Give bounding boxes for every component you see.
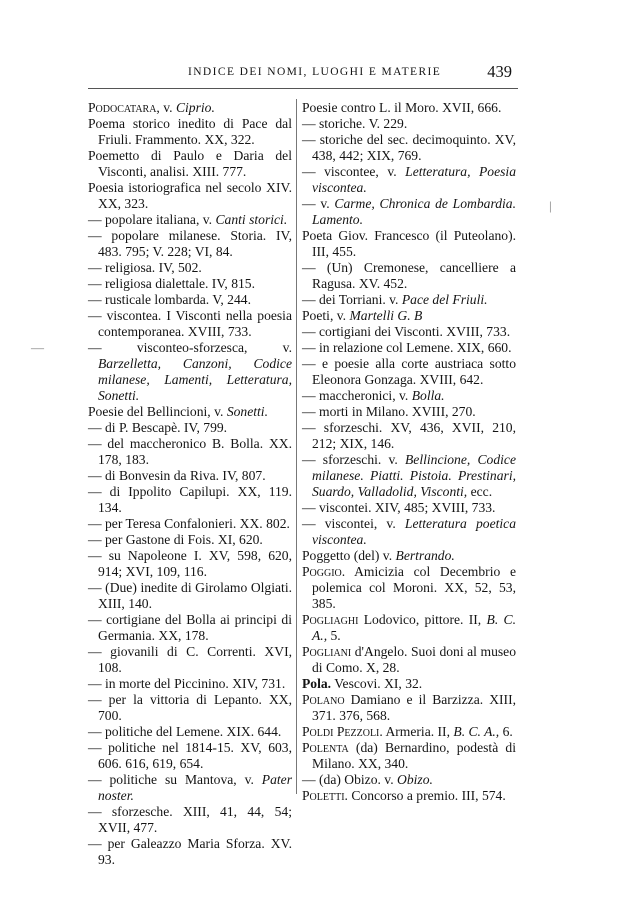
entry-text: — viscontea. I Visconti nella poesia contemporanea. XVIII, 733. (88, 308, 292, 339)
entry-ital: Ciprio. (175, 100, 215, 115)
entry-text: — cortigiani dei Visconti. XVIII, 733. (302, 324, 511, 339)
entry-ital: Letteratura, Poesia viscontea. (312, 164, 516, 195)
index-entry (88, 612, 292, 644)
entry-text: — del maccheronico B. Bolla. XX. 178, 183. (88, 436, 292, 467)
index-column-right (302, 100, 516, 804)
entry-text: — morti in Milano. XVIII, 270. (302, 404, 476, 419)
index-entry (302, 116, 516, 132)
column-divider (296, 99, 297, 794)
index-entry (302, 692, 516, 724)
entry-ital: Sonetti. (226, 404, 268, 419)
entry-text: — religiosa dialettale. IV, 815. (88, 276, 255, 291)
entry-text: d'Angelo. Suoi doni al museo di Como. X, 28. (312, 644, 516, 675)
index-entry (88, 548, 292, 580)
index-entry (302, 564, 516, 612)
entry-text: — di Ippolito Capilupi. XX, 119. 134. (88, 484, 292, 515)
entry-text: — popolare milanese. Storia. IV, 483. 795; V. 228; VI, 84. (88, 228, 292, 259)
index-entry (302, 228, 516, 260)
index-entry (88, 100, 292, 116)
index-entry (302, 788, 516, 804)
entry-ital: Carme, Chronica de Lombardia. Lamento. (312, 196, 517, 227)
index-entry (302, 356, 516, 388)
index-entry (88, 308, 292, 340)
entry-text: — politiche nel 1814-15. XV, 603, 606. 616, 619, 654. (88, 740, 292, 771)
entry-ital: Pace del Friuli. (401, 292, 488, 307)
index-entry (88, 532, 292, 548)
entry-text: Concorso a premio. III, 574. (347, 788, 506, 803)
entry-text: Damiano e il Barzizza. XIII, 371. 376, 568. (312, 692, 516, 723)
index-entry (88, 260, 292, 276)
index-entry (88, 740, 292, 772)
index-entry (302, 500, 516, 516)
entry-text: — viscontei, v. (302, 516, 405, 531)
entry-text: — sforzeschi. XV, 436, XVII, 210, 212; XIX, 146. (302, 420, 516, 451)
index-column-left (88, 100, 292, 868)
page-header (88, 62, 518, 86)
entry-ital: B. C. A., (312, 612, 516, 643)
entry-text: Lodovico, pittore. II, (358, 612, 487, 627)
margin-tick-mark: | (549, 198, 552, 213)
index-entry (88, 644, 292, 676)
entry-head: Pogliaghi (302, 612, 359, 627)
page-number: 439 (487, 62, 512, 81)
index-entry (88, 180, 292, 212)
entry-text: — cortigiane del Bolla ai principi di Germania. XX, 178. (88, 612, 292, 643)
index-entry (88, 420, 292, 436)
index-entry (88, 292, 292, 308)
entry-head: Poldi Pezzoli. (302, 724, 383, 739)
index-entry (302, 196, 516, 228)
index-entry (302, 676, 516, 692)
index-entry (88, 340, 292, 404)
index-entry (88, 772, 292, 804)
entry-text: — viscontee, v. (302, 164, 406, 179)
entry-text: — politiche su Mantova, v. (88, 772, 262, 787)
entry-text: — e poesie alla corte austriaca sotto Eleonora Gonzaga. XVIII, 642. (302, 356, 516, 387)
index-entry (88, 436, 292, 468)
entry-head: Poggio. (302, 564, 346, 579)
index-entry (302, 404, 516, 420)
entry-text: — maccheronici, v. (302, 388, 412, 403)
entry-ital: Barzelletta, Canzoni, Codice milanese, Lamenti, Letteratura, Sonetti. (98, 356, 292, 403)
index-entry (302, 772, 516, 788)
entry-text: — dei Torriani. v. (302, 292, 402, 307)
entry-tail: 6. (499, 724, 513, 739)
index-entry (302, 516, 516, 548)
entry-ital: Letteratura poetica viscontea. (312, 516, 516, 547)
index-entry (88, 804, 292, 836)
entry-text: — politiche del Lemene. XIX. 644. (88, 724, 282, 739)
index-entry (302, 740, 516, 772)
entry-text: Poeti, v. (302, 308, 350, 323)
index-entry (302, 260, 516, 292)
entry-text: — in relazione col Lemene. XIX, 660. (302, 340, 512, 355)
index-entry (302, 340, 516, 356)
index-entry (302, 420, 516, 452)
entry-text: — per Galeazzo Maria Sforza. XV. 93. (88, 836, 292, 867)
entry-text: — religiosa. IV, 502. (88, 260, 202, 275)
entry-text: — v. (302, 196, 335, 211)
index-entry (88, 516, 292, 532)
index-entry (302, 324, 516, 340)
entry-head: Pola. (302, 676, 332, 691)
entry-ital: Bolla. (411, 388, 445, 403)
entry-ital: Martelli G. B (349, 308, 423, 323)
entry-text: Armeria. II, (382, 724, 454, 739)
entry-text: — storiche. V. 229. (302, 116, 408, 131)
index-entry (302, 644, 516, 676)
entry-text: — di Bonvesin da Riva. IV, 807. (88, 468, 266, 483)
index-entry (302, 132, 516, 164)
entry-text: Poesia istoriografica nel secolo XIV. XX, 323. (88, 180, 292, 211)
index-entry (88, 212, 292, 228)
index-entry (88, 116, 292, 148)
entry-text: Poesie contro L. il Moro. XVII, 666. (302, 100, 502, 115)
index-entry (302, 452, 516, 500)
entry-text: — di P. Bescapè. IV, 799. (88, 420, 228, 435)
entry-text: — per Gastone di Fois. XI, 620. (88, 532, 263, 547)
index-entry (88, 468, 292, 484)
entry-head: Polano (302, 692, 345, 707)
entry-text: Poeta Giov. Francesco (il Puteolano). III, 455. (302, 228, 516, 259)
entry-text: — sforzeschi. v. (302, 452, 405, 467)
running-title: INDICE DEI NOMI, LUOGHI E MATERIE (188, 66, 442, 78)
index-entry (88, 484, 292, 516)
entry-text: Poemetto di Paulo e Daria del Visconti, analisi. XIII. 777. (88, 148, 292, 179)
header-rule (88, 88, 518, 89)
entry-ital: Bellincione, Codice milanese. Piatti. Pistoia. Prestinari, Suardo, Valladolid, Visconti, (312, 452, 516, 499)
entry-text: — (Un) Cremonese, cancelliere a Ragusa. XV. 452. (302, 260, 516, 291)
entry-text: (da) Bernardino, podestà di Milano. XX, 340. (312, 740, 516, 771)
entry-ital: Pater noster. (98, 772, 292, 803)
index-entry (88, 404, 292, 420)
index-entry (88, 148, 292, 180)
entry-text: Poesie del Bellincioni, v. (88, 404, 227, 419)
entry-text: — visconteo-sforzesca, v. (88, 340, 292, 355)
index-entry (302, 100, 516, 116)
entry-head: Polenta (302, 740, 349, 755)
index-entry (88, 276, 292, 292)
entry-text: — viscontei. XIV, 485; XVIII, 733. (302, 500, 496, 515)
entry-text: Amicizia col Decembrio e polemica col Moroni. XX, 52, 53, 385. (312, 564, 516, 611)
entry-text: Poggetto (del) v. (302, 548, 396, 563)
entry-text: — per la vittoria di Lepanto. XX, 700. (88, 692, 292, 723)
entry-text: — sforzesche. XIII, 41, 44, 54; XVII, 477. (88, 804, 292, 835)
entry-text: — per Teresa Confalonieri. XX. 802. (88, 516, 290, 531)
entry-text: — storiche del sec. decimoquinto. XV, 438, 442; XIX, 769. (302, 132, 516, 163)
entry-text: — popolare italiana, v. (88, 212, 216, 227)
entry-text: — rusticale lombarda. V, 244. (88, 292, 251, 307)
entry-text: — su Napoleone I. XV, 598, 620, 914; XVI, 109, 116. (88, 548, 292, 579)
entry-tail: 5. (327, 628, 341, 643)
entry-text: — (Due) inedite di Girolamo Olgiati. XIII, 140. (88, 580, 292, 611)
entry-head: Pogliani (302, 644, 352, 659)
index-entry (302, 164, 516, 196)
index-entry (302, 612, 516, 644)
index-entry (302, 308, 516, 324)
entry-text: — (da) Obizo. v. (302, 772, 398, 787)
entry-ital: Canti storici. (215, 212, 288, 227)
entry-text: Poema storico inedito di Pace dal Friuli. Frammento. XX, 322. (88, 116, 292, 147)
entry-head: Poletti. (302, 788, 348, 803)
entry-text: v. (159, 100, 176, 115)
entry-ital: B. C. A., (453, 724, 500, 739)
margin-dash-mark: — (31, 340, 44, 355)
index-entry (88, 580, 292, 612)
index-entry (302, 548, 516, 564)
entry-ital: Bertrando. (395, 548, 455, 563)
entry-tail: ecc. (467, 484, 493, 499)
entry-text: — giovanili di C. Correnti. XVI, 108. (88, 644, 292, 675)
index-entry (302, 388, 516, 404)
entry-head: Podocatara, (88, 100, 160, 115)
index-entry (88, 692, 292, 724)
index-entry (88, 836, 292, 868)
index-entry (302, 724, 516, 740)
entry-text: — in morte del Piccinino. XIV, 731. (88, 676, 286, 691)
entry-ital: Obizo. (397, 772, 433, 787)
entry-text: Vescovi. XI, 32. (331, 676, 423, 691)
index-entry (88, 228, 292, 260)
index-entry (88, 724, 292, 740)
index-entry (88, 676, 292, 692)
index-entry (302, 292, 516, 308)
